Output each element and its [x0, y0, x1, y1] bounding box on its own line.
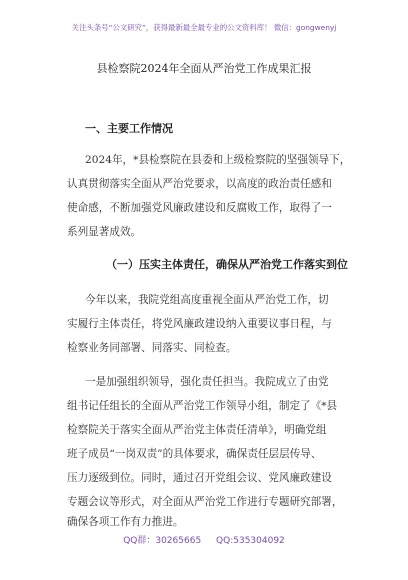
- footer-qq: QQ:535304092: [216, 536, 285, 546]
- paragraph-3-line: 压力逐级到位。同时，通过召开党组会议、党风廉政建设: [67, 472, 332, 484]
- paragraph-2-line: 实履行主体责任，将党风廉政建设纳入重要议事日程，与: [67, 318, 332, 330]
- paragraph-3-line: 班子成员“一岗双责”的具体要求，确保责任层层传导、: [67, 448, 322, 460]
- paragraph-3-line: 检察院关于落实全面从严治党主体责任清单》，明确党组: [67, 424, 327, 436]
- section-heading-main-work: 一、主要工作情况: [85, 122, 173, 135]
- paragraph-3-line: 组书记任组长的全面从严治党工作领导小组，制定了《*县: [67, 400, 338, 412]
- paragraph-1-line: 使命感，不断加强党风廉政建设和反腐败工作，取得了一: [67, 202, 332, 214]
- paragraph-2-line: 检察业务同部署、同落实、同检查。: [67, 342, 237, 354]
- paragraph-3-line: 确保各项工作有力推进。: [67, 516, 184, 528]
- paragraph-3-line: 一是加强组织领导，强化责任担当。我院成立了由党: [85, 376, 329, 388]
- footer-contact: [0, 533, 408, 546]
- paragraph-1-line: 2024年，*县检察院在县委和上级检察院的坚强领导下，: [85, 154, 351, 166]
- paragraph-2-line: 今年以来，我院党组高度重视全面从严治党工作，切: [85, 294, 329, 306]
- paragraph-3-line: 专题会议等形式，对全面从严治党工作进行专题研究部署，: [67, 496, 343, 508]
- paragraph-1-line: 认真贯彻落实全面从严治党要求，以高度的政治责任感和: [67, 178, 332, 190]
- footer-qq-group: QQ群：30265665: [123, 536, 202, 546]
- subsection-heading-responsibility: （一）压实主体责任，确保从严治党工作落实到位: [106, 258, 348, 271]
- paragraph-1-line: 系列显著成效。: [67, 226, 142, 238]
- document-title: 县检察院2024年全面从严治党工作成果汇报: [96, 62, 312, 75]
- top-banner: 关注头条号“公文研究”，获得最新最全最专业的公文资料库！ 微信：gongwenyj: [71, 23, 337, 32]
